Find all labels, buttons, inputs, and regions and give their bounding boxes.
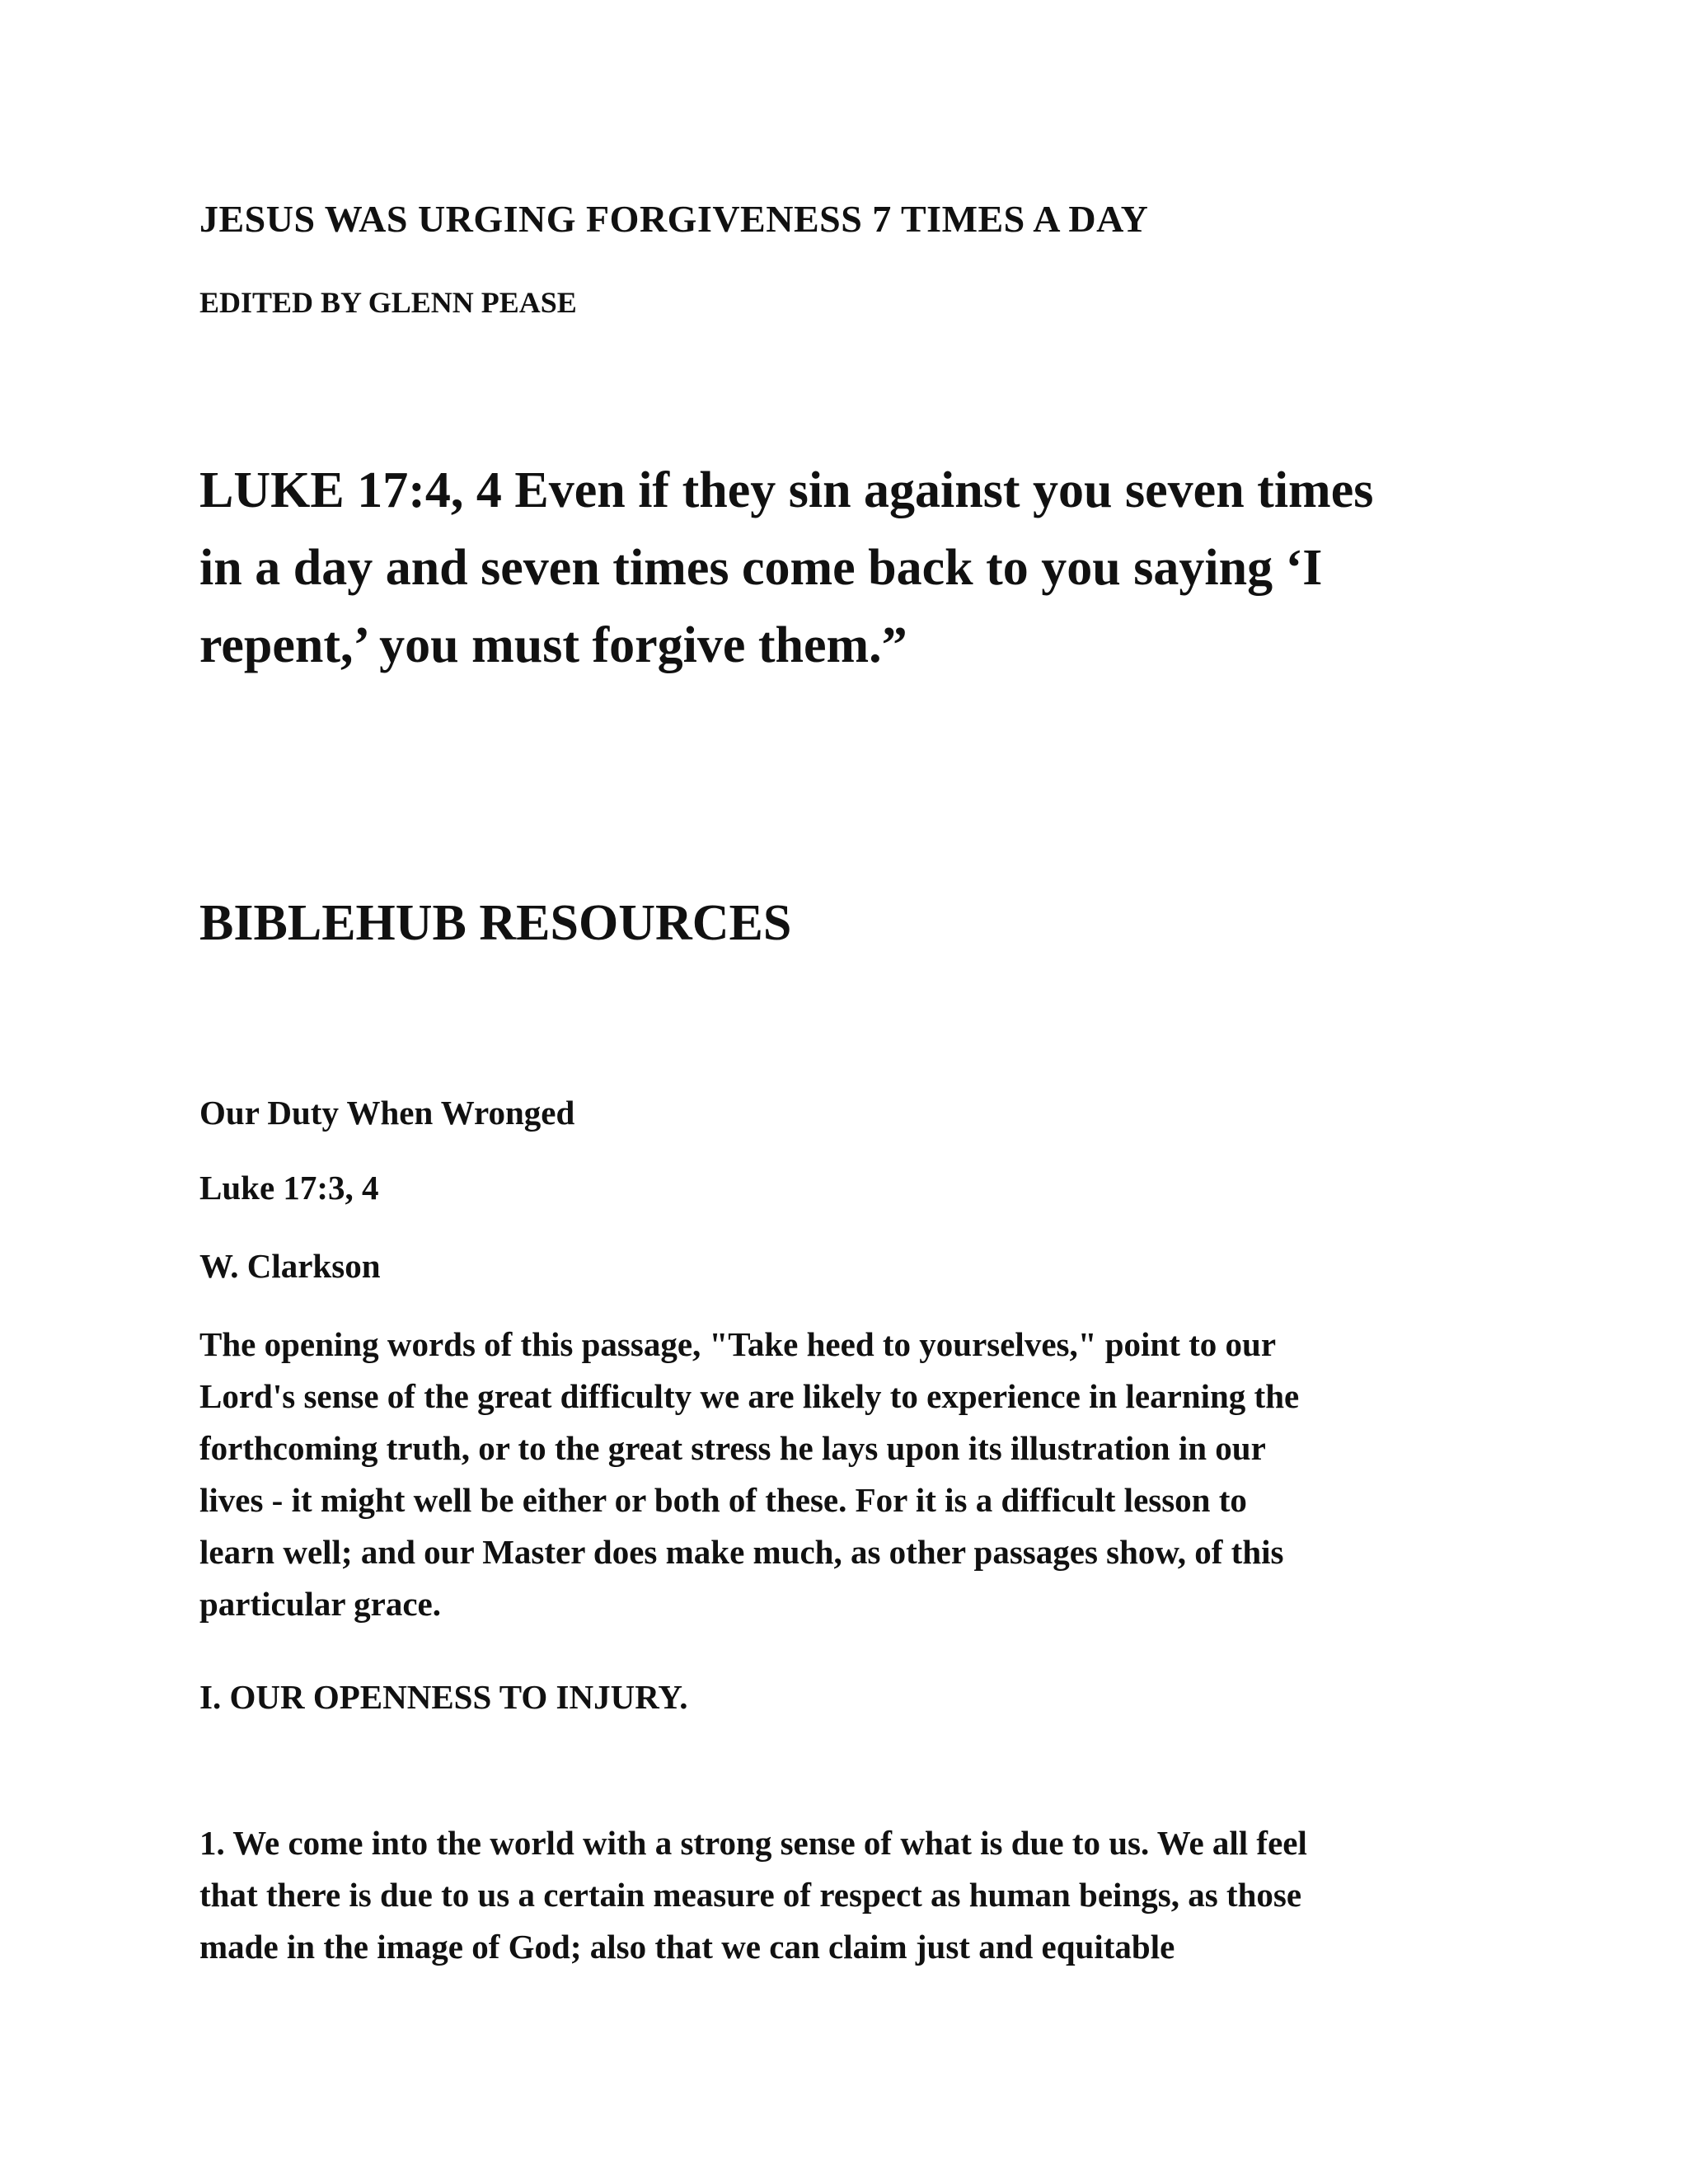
paragraph-line: lives - it might well be either or both of these. For it is a difficult lesson to [199,1481,1247,1519]
paragraph-line: forthcoming truth, or to the great stress he lays upon its illustration in our [199,1429,1266,1467]
paragraph-line: 1. We come into the world with a strong sense of what is due to us. We all feel [199,1824,1307,1862]
paragraph-line: The opening words of this passage, "Take heed to yourselves," point to our [199,1325,1277,1363]
paragraph-line: that there is due to us a certain measure of respect as human beings, as those [199,1876,1302,1914]
verse-line: in a day and seven times come back to you saying ‘I [199,540,1323,596]
scripture-verse [199,452,1373,684]
article-reference: Luke 17:3, 4 [199,1169,379,1207]
article-paragraph [199,1319,1299,1630]
document-subtitle: EDITED BY GLENN PEASE [199,286,577,319]
verse-line: repent,’ you must forgive them.” [199,617,907,673]
paragraph-line: Lord's sense of the great difficulty we are likely to experience in learning the [199,1377,1300,1415]
point-heading: I. OUR OPENNESS TO INJURY. [199,1678,688,1716]
verse-line: LUKE 17:4, 4 Even if they sin against you seven times [199,462,1374,518]
document-title: JESUS WAS URGING FORGIVENESS 7 TIMES A DAY [199,198,1149,240]
paragraph-line: particular grace. [199,1585,441,1623]
paragraph-line: learn well; and our Master does make much, as other passages show, of this [199,1533,1284,1571]
article-paragraph [199,1817,1307,1973]
article-author: W. Clarkson [199,1247,381,1285]
section-heading: BIBLEHUB RESOURCES [199,895,792,951]
paragraph-line: made in the image of God; also that we can claim just and equitable [199,1928,1175,1966]
article-title: Our Duty When Wronged [199,1094,575,1132]
